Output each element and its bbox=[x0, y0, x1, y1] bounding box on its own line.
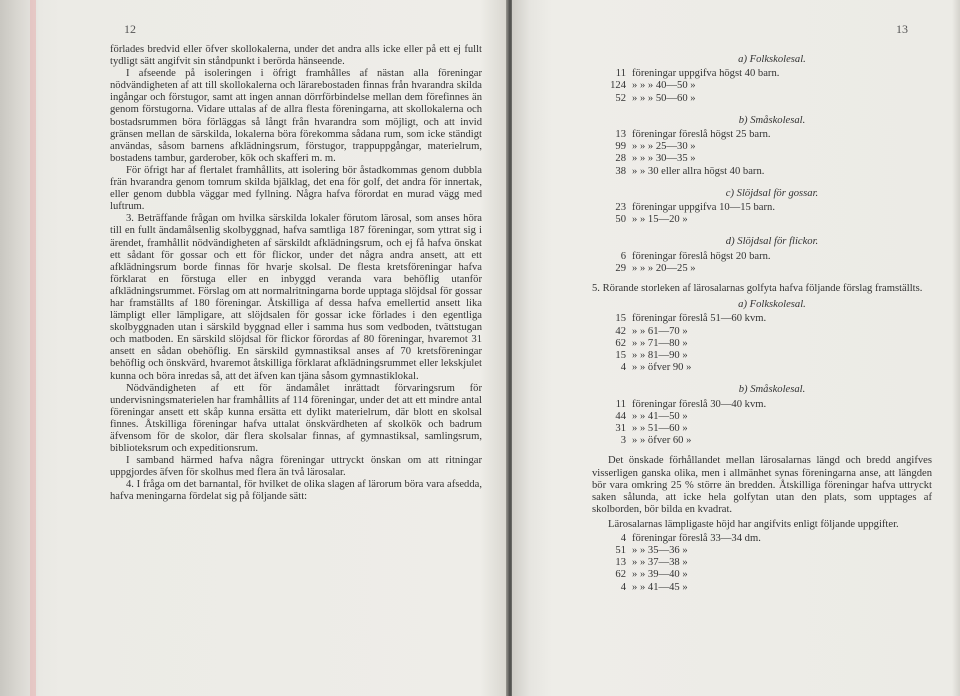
list-row bbox=[592, 582, 932, 594]
list-row bbox=[592, 93, 932, 105]
page-number-right: 13 bbox=[896, 22, 908, 36]
spacer bbox=[592, 105, 932, 111]
row-text: » » 71—80 » bbox=[632, 337, 688, 349]
list-heading: b) Småskolesal. bbox=[738, 114, 806, 126]
list-row bbox=[592, 338, 932, 350]
paragraph: Nödvändigheten af ett för ändamålet inrättadt förvaringsrum för undervisningsmaterielen har framhållits af 114 föreningar, under det att ett mindre antal föreningar ansett ett skåp kunna ersätta ett dylikt materielrum, där blott en skolsal finnes. Åtskilliga föreningar hafva uttalat önskvärdheten af skolkök och badrum äfvensom för de skolor, där flera skolsalar finnas, af gymnastiksal, samlingsrum, biblioteksrum och expeditionsrum. bbox=[110, 382, 482, 455]
row-text: » » 30 eller allra högst 40 barn. bbox=[632, 165, 765, 177]
row-text: » » öfver 60 » bbox=[632, 435, 692, 447]
row-text: » » 37—38 » bbox=[632, 557, 688, 569]
count: 42 bbox=[615, 325, 626, 337]
count: 15 bbox=[615, 313, 626, 325]
list-heading: b) Småskolesal. bbox=[738, 384, 806, 396]
row-text: » » » 50—60 » bbox=[632, 92, 696, 104]
row-text: » » » 20—25 » bbox=[632, 262, 696, 274]
row-text: föreningar föreslå 33—34 dm. bbox=[632, 532, 761, 544]
count: 62 bbox=[615, 337, 626, 349]
count: 11 bbox=[615, 68, 626, 80]
row-text: » » 35—36 » bbox=[632, 544, 688, 556]
row-text: » » » 30—35 » bbox=[632, 153, 696, 165]
count: 13 bbox=[615, 557, 626, 569]
list-row bbox=[592, 80, 932, 92]
list-row bbox=[592, 251, 932, 263]
spacer bbox=[592, 226, 932, 232]
list-row bbox=[592, 411, 932, 423]
list-row bbox=[592, 129, 932, 141]
row-text: » » öfver 90 » bbox=[632, 362, 692, 374]
list-heading: c) Slöjdsal för gossar. bbox=[725, 187, 819, 199]
row-text: » » 15—20 » bbox=[632, 214, 688, 226]
paragraph: För öfrigt har af flertalet framhållits, att isolering bör åstadkommas genom dubbla frän hvarandra genom tomrum skilda bjälklag, det ena för golf, det andra för innertak, eller genom dubbla väggar med fyllning. Några hafva förordat en murad vägg med luftrum. bbox=[110, 164, 482, 213]
count: 4 bbox=[620, 581, 626, 593]
list-row bbox=[592, 202, 932, 214]
count: 11 bbox=[615, 398, 626, 410]
count: 6 bbox=[620, 250, 626, 262]
count: 31 bbox=[615, 423, 626, 435]
row-text: » » 81—90 » bbox=[632, 350, 688, 362]
paragraph: förlades bredvid eller öfver skollokalerna, under det andra alls icke eller på ett ej fullt tydligt sätt angifvit sin ståndpunkt i berörda hänseende. bbox=[110, 44, 482, 68]
list-row bbox=[592, 141, 932, 153]
list-heading: d) Slöjdsal för flickor. bbox=[725, 236, 819, 248]
count: 23 bbox=[615, 202, 626, 214]
list-row bbox=[592, 326, 932, 338]
spacer bbox=[592, 447, 932, 453]
list-row bbox=[592, 435, 932, 447]
paragraph: I afseende på isoleringen i öfrigt framhålles af nästan alla föreningar nödvändigheten af att till skollokalerna och lärarebostaden finnas från hvarandra skilda ingångar och förstugor, samt att ingen annan dörrförbindelse mellan dem förefinnes än genom förstugorna. Vidare uttalas af de allra flesta föreningarna, att skollokalerna och bostadsrummen böra förläggas så långt från hvarandra som möjligt, och att invid gränsen mellan de särskilda, lokalerna böra förekomma sådana rum, som icke ständigt användas, såsom barnens afklädningsrum, förstugor, trappuppgångar, materielrum, bostadens tambur, garderober, kök och skafferi m. m. bbox=[110, 68, 482, 164]
row-text: » » 41—50 » bbox=[632, 410, 688, 422]
count: 15 bbox=[615, 350, 626, 362]
count: 124 bbox=[610, 80, 626, 92]
paragraph: 3. Beträffande frågan om hvilka särskilda lokaler förutom lärosal, som anses höra till en fullt ändamålsenlig skolbyggnad, hafva samtliga 187 föreningar, som yttrat sig i ärendet, framhållit nödvändigheten af särskildt afklädningsrum, och ej få hafva önskat ett sådant för gossar och ett för flickor, under det några andra ansett, att ett afklädningsrum borde finnas för hvarje skolsal. De flesta kretsföreningar hafva förklarat en förstuga eller en inbyggd veranda vara behöflig utanför afklädningsrummet. Förslag om att normalritningarna borde upptaga slöjdsal för gossar har framställts af 180 föreningar. Åtskilliga af dessa hafva emellertid ansett lika lämpligt eller lämpligare, att slöjdsalen för gossar icke förlades i den egentliga skolbyggnaden utan i särskild byggnad eller i samma hus som vedboden, tvättstugan och matboden. En särskild slöjdsal för flickor förordas af 80 föreningar, hvaremot 31 ansett en sådan obehöflig. En särskild gymnastiksal anses af 70 kretsföreningar behöflig och önskvärd, hvaremot åtskilliga förklarat afklädningsrummet eller lekskjulet kunna och böra inredas så, att det äfven kan tjäna såsom gymnastiklokal. bbox=[110, 213, 482, 382]
floor-area-lists bbox=[592, 299, 932, 453]
count: 44 bbox=[615, 410, 626, 422]
list-row bbox=[592, 557, 932, 569]
count: 38 bbox=[615, 165, 626, 177]
paragraph: Det önskade förhållandet mellan lärosalarnas längd och bredd angifves visserligen ganska olika, men i allmänhet synas föreningarna anse, att längden bör vara omkring 25 % större än bredden. Åtskilliga föreningar hafva uttryckt saken sålunda, att icke hela golfytan utan den plats, som upptages af skolborden, bör bilda en kvadrat. bbox=[592, 455, 932, 516]
spacer bbox=[592, 374, 932, 380]
list-row bbox=[592, 166, 932, 178]
list-row bbox=[592, 533, 932, 545]
row-text: » » 39—40 » bbox=[632, 569, 688, 581]
count: 50 bbox=[615, 214, 626, 226]
list-heading: a) Folkskolesal. bbox=[738, 299, 806, 311]
count: 4 bbox=[620, 362, 626, 374]
room-size-lists bbox=[592, 54, 932, 281]
row-text: » » 41—45 » bbox=[632, 581, 688, 593]
spacer bbox=[592, 275, 932, 281]
right-page-text bbox=[592, 50, 932, 594]
list-heading: a) Folkskolesal. bbox=[738, 54, 806, 65]
left-page-text bbox=[110, 44, 482, 504]
row-text: föreningar föreslå 51—60 kvm. bbox=[632, 313, 767, 325]
list-row bbox=[592, 263, 932, 275]
paragraph: 4. I fråga om det barnantal, för hvilket de olika slagen af lärorum böra vara afsedda, hafva meningarna fördelat sig på följande sätt: bbox=[110, 479, 482, 503]
count: 28 bbox=[615, 153, 626, 165]
spacer bbox=[592, 178, 932, 184]
paragraph: 5. Rörande storleken af lärosalarnas golfyta hafva följande förslag framställts. bbox=[592, 283, 923, 295]
count: 3 bbox=[620, 435, 626, 447]
paragraph: I samband härmed hafva några föreningar uttryckt önskan om att ritningar uppgjordes äfven för skolhus med flera än två lärosalar. bbox=[110, 455, 482, 479]
height-list bbox=[592, 533, 932, 594]
count: 99 bbox=[615, 141, 626, 153]
count: 52 bbox=[615, 92, 626, 104]
list-row bbox=[592, 153, 932, 165]
list-row bbox=[592, 362, 932, 374]
row-text: » » 51—60 » bbox=[632, 423, 688, 435]
page-edge-stain bbox=[30, 0, 36, 696]
page-number-left: 12 bbox=[124, 22, 136, 36]
count: 29 bbox=[615, 262, 626, 274]
row-text: föreningar föreslå högst 20 barn. bbox=[632, 250, 771, 262]
list-row bbox=[592, 545, 932, 557]
row-text: » » » 40—50 » bbox=[632, 80, 696, 92]
row-text: » » » 25—30 » bbox=[632, 141, 696, 153]
list-row bbox=[592, 399, 932, 411]
list-row bbox=[592, 350, 932, 362]
list-row bbox=[592, 214, 932, 226]
count: 62 bbox=[615, 569, 626, 581]
count: 4 bbox=[620, 532, 626, 544]
list-row bbox=[592, 569, 932, 581]
row-text: föreningar föreslå 30—40 kvm. bbox=[632, 398, 767, 410]
row-text: föreningar uppgifva högst 40 barn. bbox=[632, 68, 780, 80]
list-row bbox=[592, 423, 932, 435]
list-row bbox=[592, 313, 932, 325]
row-text: föreningar föreslå högst 25 barn. bbox=[632, 129, 771, 141]
count: 13 bbox=[615, 129, 626, 141]
row-text: föreningar uppgifva 10—15 barn. bbox=[632, 202, 775, 214]
list-row bbox=[592, 68, 932, 80]
row-text: » » 61—70 » bbox=[632, 325, 688, 337]
paragraph: Lärosalarnas lämpligaste höjd har angifvits enligt följande uppgifter. bbox=[608, 518, 899, 530]
count: 51 bbox=[615, 544, 626, 556]
